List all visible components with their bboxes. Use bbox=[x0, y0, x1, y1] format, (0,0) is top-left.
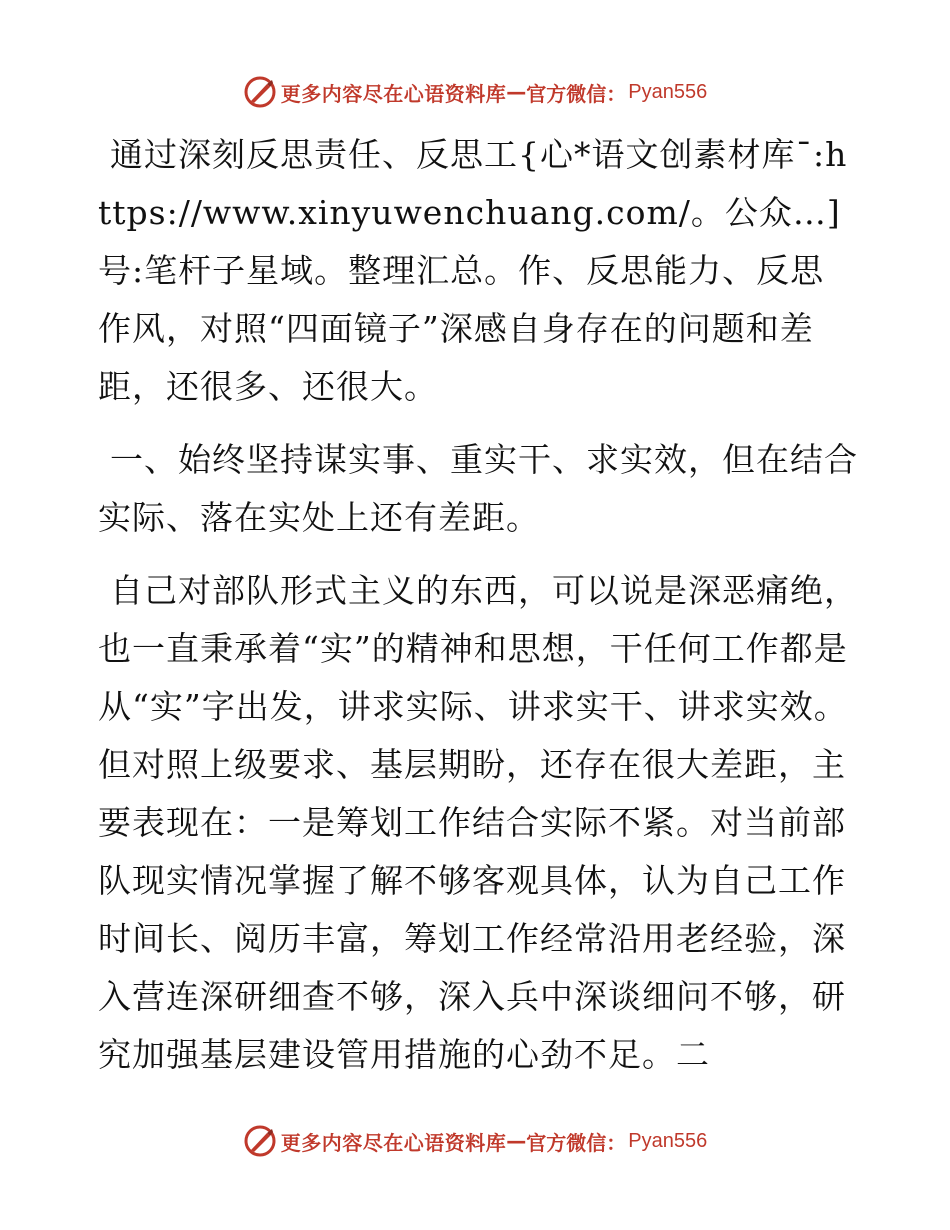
banner-separator: — bbox=[506, 1129, 527, 1153]
paragraph-1 bbox=[98, 126, 858, 416]
paragraph-3 bbox=[98, 562, 858, 1084]
quill-logo-icon bbox=[243, 75, 277, 109]
banner-separator: — bbox=[506, 80, 527, 104]
paragraph-1-text: 通过深刻反思责任、反思工{心*语文创素材库¯:https://www.xinyuwenchuang.com/。公众…]号:笔杆子星域。整理汇总。作、反思能力、反思作风，对照“四面镜子”深感自身存在的问题和差距，还很多、还很大。 bbox=[98, 135, 848, 406]
banner-text: 更多内容尽在心语资料库 bbox=[280, 81, 507, 106]
banner-wechat-id: Pyan556 bbox=[628, 1129, 708, 1152]
footer-watermark-banner bbox=[0, 1121, 950, 1161]
banner-wechat-label: 官方微信： bbox=[526, 1130, 627, 1155]
header-watermark-banner bbox=[0, 72, 950, 112]
banner-wechat-id: Pyan556 bbox=[628, 80, 708, 103]
banner-text: 更多内容尽在心语资料库 bbox=[280, 1130, 507, 1155]
paragraph-2-text: 一、始终坚持谋实事、重实干、求实效，但在结合实际、落在实处上还有差距。 bbox=[98, 440, 858, 537]
paragraph-2-heading bbox=[98, 431, 858, 547]
paragraph-3-text: 自己对部队形式主义的东西，可以说是深恶痛绝，也一直秉承着“实”的精神和思想，干任何工作都是从“实”字出发，讲求实际、讲求实干、讲求实效。但对照上级要求、基层期盼，还存在很大差距，主要表现在：一是筹划工作结合实际不紧。对当前部队现实情况掌握了解不够客观具体，认为自己工作时间长、阅历丰富，筹划工作经常沿用老经验，深入营连深研细查不够，深入兵中深谈细问不够，研究加强基层建设管用措施的心劲不足。二 bbox=[98, 571, 858, 1074]
quill-logo-icon bbox=[243, 1124, 277, 1158]
banner-wechat-label: 官方微信： bbox=[526, 81, 627, 106]
document-body bbox=[98, 126, 858, 1099]
